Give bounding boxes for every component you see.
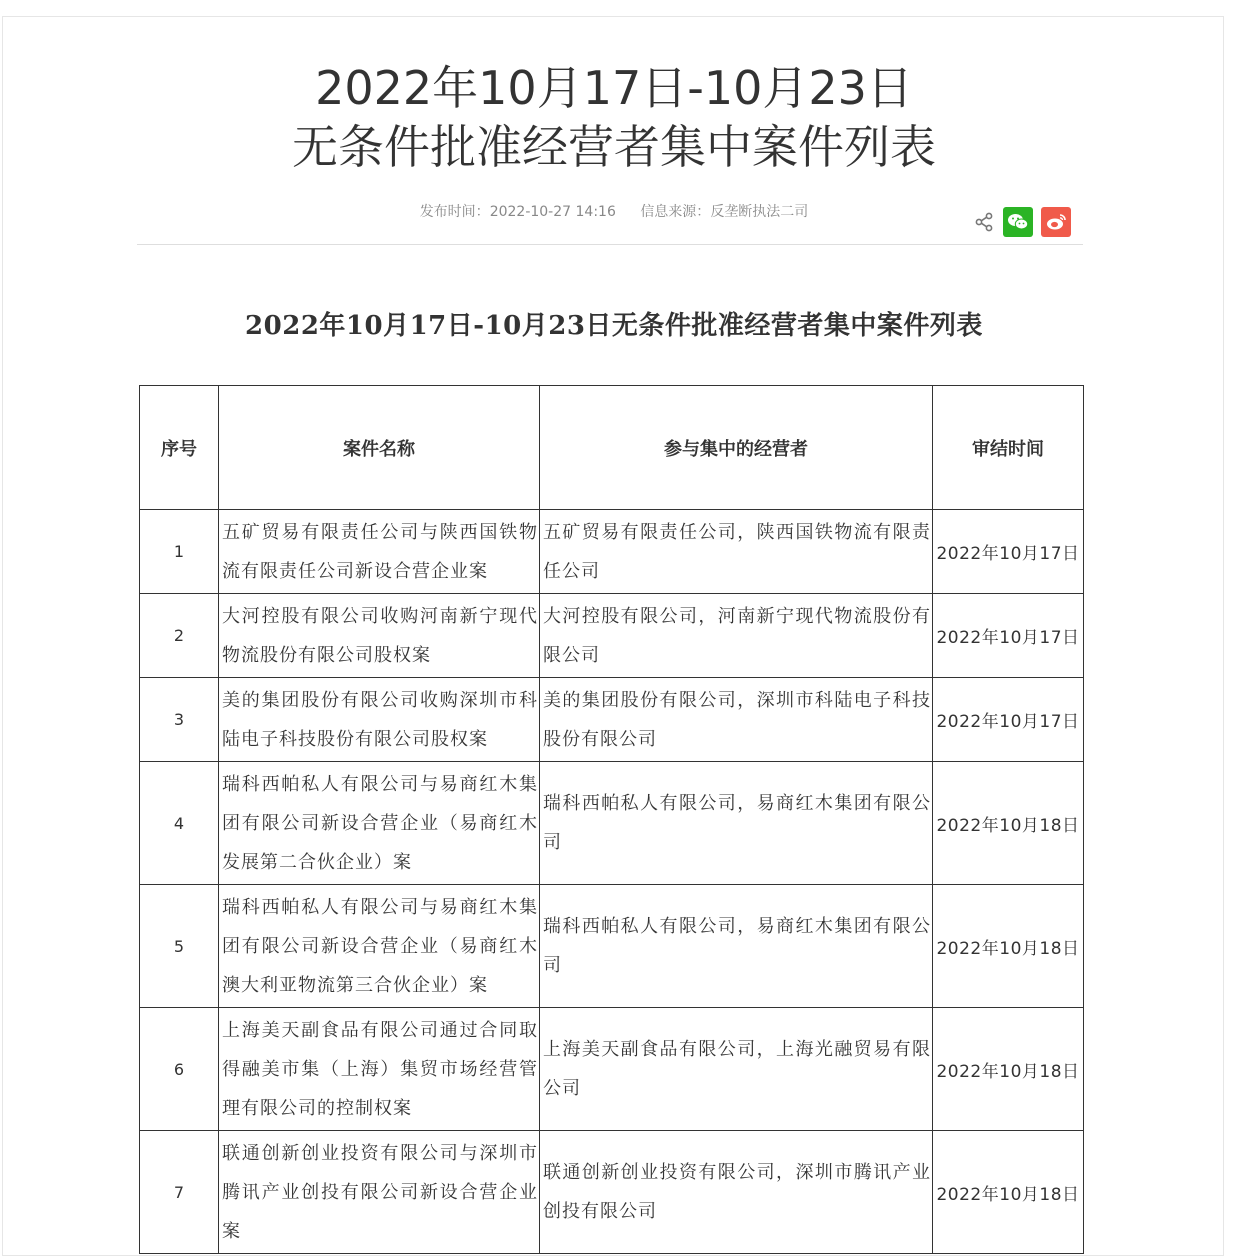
cases-table <box>139 385 1084 1254</box>
cell-case-name: 五矿贸易有限责任公司与陕西国铁物流有限责任公司新设合营企业案 <box>219 510 540 594</box>
cell-case-name: 联通创新创业投资有限公司与深圳市腾讯产业创投有限公司新设合营企业案 <box>219 1131 540 1254</box>
cell-parties: 上海美天副食品有限公司，上海光融贸易有限公司 <box>540 1008 933 1131</box>
header-date: 审结时间 <box>933 386 1084 510</box>
header-case-name: 案件名称 <box>219 386 540 510</box>
cell-date: 2022年10月17日 <box>933 594 1084 678</box>
cell-no: 4 <box>140 762 219 885</box>
cell-parties: 瑞科西帕私人有限公司，易商红木集团有限公司 <box>540 885 933 1008</box>
share-bar <box>973 207 1071 237</box>
header-no: 序号 <box>140 386 219 510</box>
table-row <box>140 1131 1084 1254</box>
cell-date: 2022年10月18日 <box>933 1008 1084 1131</box>
wechat-icon[interactable] <box>1003 207 1033 237</box>
cell-no: 1 <box>140 510 219 594</box>
publish-info <box>420 204 616 220</box>
cell-no: 3 <box>140 678 219 762</box>
table-row <box>140 885 1084 1008</box>
table-row <box>140 1008 1084 1131</box>
table-row <box>140 678 1084 762</box>
cell-date: 2022年10月18日 <box>933 1131 1084 1254</box>
article-title-line1: 2022年10月17日-10月23日 <box>315 61 913 115</box>
cell-date: 2022年10月17日 <box>933 510 1084 594</box>
cell-parties: 大河控股有限公司，河南新宁现代物流股份有限公司 <box>540 594 933 678</box>
cell-parties: 美的集团股份有限公司，深圳市科陆电子科技股份有限公司 <box>540 678 933 762</box>
article-card <box>2 16 1224 1256</box>
cell-parties: 联通创新创业投资有限公司，深圳市腾讯产业创投有限公司 <box>540 1131 933 1254</box>
weibo-icon[interactable] <box>1041 207 1071 237</box>
source-info <box>640 204 808 220</box>
cell-no: 7 <box>140 1131 219 1254</box>
table-header-row <box>140 386 1084 510</box>
cell-case-name: 美的集团股份有限公司收购深圳市科陆电子科技股份有限公司股权案 <box>219 678 540 762</box>
cell-no: 5 <box>140 885 219 1008</box>
cell-case-name: 瑞科西帕私人有限公司与易商红木集团有限公司新设合营企业（易商红木澳大利亚物流第三合伙企业）案 <box>219 885 540 1008</box>
cell-date: 2022年10月18日 <box>933 762 1084 885</box>
source-value: 反垄断执法二司 <box>710 204 809 220</box>
table-row <box>140 594 1084 678</box>
cell-no: 6 <box>140 1008 219 1131</box>
table-caption: 2022年10月17日-10月23日无条件批准经营者集中案件列表 <box>245 311 983 341</box>
cell-no: 2 <box>140 594 219 678</box>
cell-case-name: 瑞科西帕私人有限公司与易商红木集团有限公司新设合营企业（易商红木发展第二合伙企业）案 <box>219 762 540 885</box>
cell-date: 2022年10月17日 <box>933 678 1084 762</box>
publish-label: 发布时间： <box>419 204 490 220</box>
share-icon[interactable] <box>973 211 995 233</box>
cell-parties: 五矿贸易有限责任公司，陕西国铁物流有限责任公司 <box>540 510 933 594</box>
header-parties: 参与集中的经营者 <box>540 386 933 510</box>
cell-case-name: 上海美天副食品有限公司通过合同取得融美市集（上海）集贸市场经营管理有限公司的控制权案 <box>219 1008 540 1131</box>
source-label: 信息来源： <box>640 204 711 220</box>
cell-parties: 瑞科西帕私人有限公司，易商红木集团有限公司 <box>540 762 933 885</box>
publish-time: 2022-10-27 14:16 <box>489 204 616 220</box>
top-breadcrumb-strip <box>0 0 1253 6</box>
table-row <box>140 762 1084 885</box>
table-row <box>140 510 1084 594</box>
cell-date: 2022年10月18日 <box>933 885 1084 1008</box>
article-title-line2: 无条件批准经营者集中案件列表 <box>292 120 936 174</box>
cell-case-name: 大河控股有限公司收购河南新宁现代物流股份有限公司股权案 <box>219 594 540 678</box>
title-divider <box>137 244 1083 245</box>
